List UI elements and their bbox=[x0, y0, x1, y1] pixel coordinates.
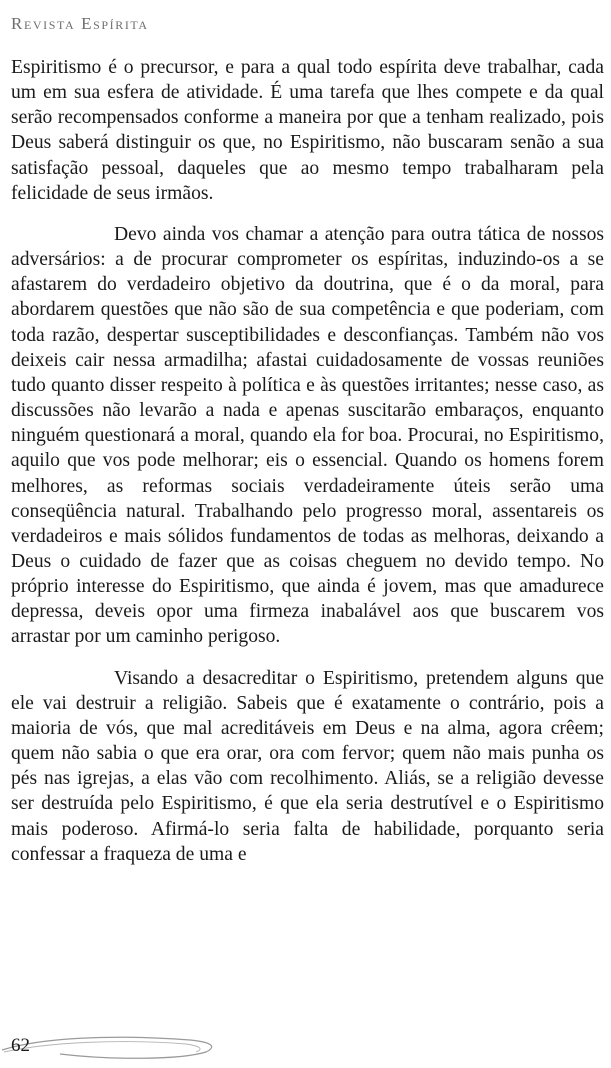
paragraph-adversary-tactics: Devo ainda vos chamar a atenção para outra tática de nossos adversários: a de procurar comprometer os espíritas, induzindo-os a se afastarem do verdadeiro objetivo da doutrina, que é o da moral, para abordarem questões que não são de sua competência e que poderiam, com toda razão, despertar susceptibilidades e desconfianças. Também não vos deixeis cair nessa armadilha; afastai cuidadosamente de vossas reuniões tudo quanto disser respeito à política e às questões irritantes; nesse caso, as discussões não levarão a nada e apenas suscitarão embaraços, enquanto ninguém questionará a moral, quando ela for boa. Procurai, no Espiritismo, aquilo que vos pode melhorar; eis o essencial. Quando os homens forem melhores, as reformas sociais verdadeiramente úteis serão uma conseqüência natural. Trabalhando pelo progresso moral, assentareis os verdadeiros e mais sólidos fundamentos de todas as melhoras, deixando a Deus o cuidado de fazer que as coisas cheguem no devido tempo. No próprio interesse do Espiritismo, que ainda é jovem, mas que amadurece depressa, deveis opor uma firmeza inabalável aos que buscarem vos arrastar por um caminho perigoso. bbox=[11, 223, 604, 648]
paragraph-religion: Visando a desacreditar o Espiritismo, pretendem alguns que ele vai destruir a religião. Sabeis que é exatamente o contrário, pois a maioria de vós, que mal acreditáveis em Deus e na alma, agora crêem; quem não sabia o que era orar, ora com fervor; quem não mais punha os pés nas igrejas, a elas vão com recolhimento. Aliás, se a religião devesse ser destruída pelo Espiritismo, é que ela seria destrutível e o Espiritismo mais poderoso. Afirmá-lo seria falta de habilidade, porquanto seria confessar a fraqueza de uma e bbox=[11, 667, 604, 865]
page-swoosh-ornament bbox=[0, 1030, 240, 1064]
page-number: 62 bbox=[11, 1035, 30, 1056]
running-header: Revista Espírita bbox=[11, 14, 149, 33]
paragraph-continuation: Espiritismo é o precursor, e para a qual todo espírita deve trabalhar, cada um em sua esfera de atividade. É uma tarefa que lhes compete e da qual serão recompensados conforme a maneira por que a tenham realizado, pois Deus saberá distinguir os que, no Espiritismo, não buscaram senão a sua satisfação pessoal, daqueles que ao mesmo tempo trabalharam pela felicidade de seus irmãos. bbox=[11, 57, 604, 204]
body-text bbox=[11, 55, 604, 883]
